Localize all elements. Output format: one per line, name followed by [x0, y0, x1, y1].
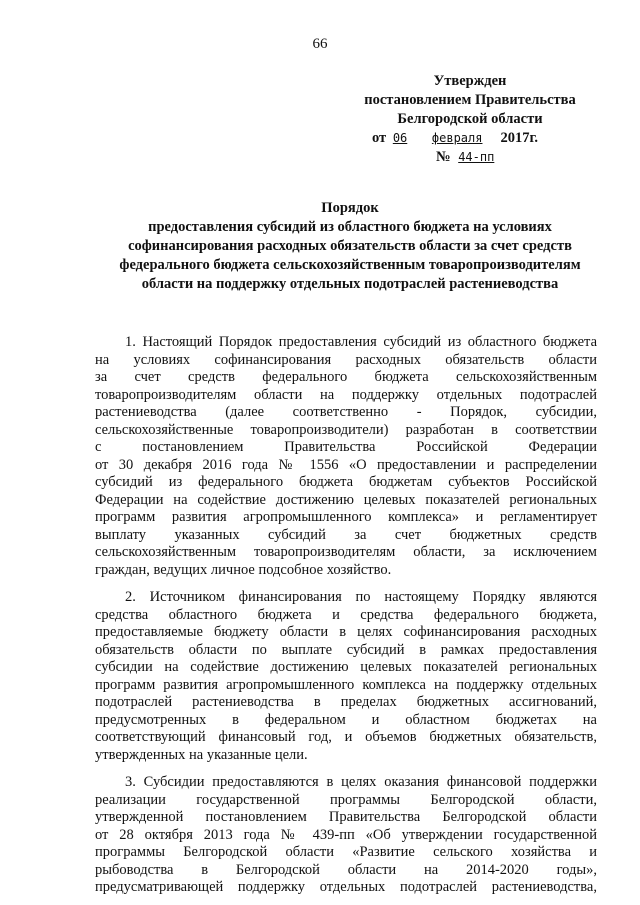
- paragraph-1-line: товаропроизводителям области на поддержку отдельных подотраслей: [95, 386, 597, 403]
- paragraph-1-line: за счет средств федерального бюджета сельскохозяйственным: [95, 369, 597, 385]
- document-title: [60, 199, 640, 294]
- number-value: 44-пп: [458, 150, 495, 164]
- paragraph-gap: [95, 764, 597, 774]
- paragraph-3-line: реализации государственной программы Белгородской области,: [95, 791, 597, 808]
- paragraph-3-line: предусматривающей поддержку отдельных подотраслей растениеводства,: [95, 879, 597, 895]
- title-line: софинансирования расходных обязательств области за счет средств: [128, 238, 572, 254]
- title-line: предоставления субсидий из областного бюджета на условиях: [148, 219, 552, 235]
- paragraph-1-line: 1. Настоящий Порядок предоставления субсидий из областного бюджета: [125, 334, 597, 350]
- paragraph-2-line: 2. Источником финансирования по настоящему Порядку являются: [125, 589, 597, 605]
- approval-line-3: Белгородской области: [397, 111, 543, 127]
- paragraph-gap: [95, 579, 597, 589]
- paragraph-2-line: средства областного бюджета и средства федерального бюджета,: [95, 606, 597, 623]
- paragraph-2-line: обязательств области по выплате субсидий в рамках предоставления: [95, 641, 597, 658]
- date-day: 06: [392, 131, 408, 145]
- approval-date: [350, 129, 590, 148]
- paragraph-3-line: 3. Субсидии предоставляются в целях оказания финансовой поддержки: [125, 774, 597, 790]
- paragraph-1-line: граждан, ведущих личное подсобное хозяйство.: [95, 561, 392, 578]
- paragraph-1-line: на условиях софинансирования расходных обязательств области: [95, 351, 597, 368]
- paragraph-1-line: с постановлением Правительства Российской Федерации: [95, 439, 597, 455]
- paragraph-2-line: предусмотренных в федеральном и областном бюджетах на: [95, 711, 597, 728]
- paragraph-3-line: от 28 октября 2013 года № 439-пп «Об утверждении государственной: [95, 826, 597, 843]
- paragraph-1-line: Федерации на содействие достижению целевых показателей региональных: [95, 491, 597, 508]
- paragraph-2-line: подотраслей растениеводства в пределах бюджетных ассигнований,: [95, 694, 597, 710]
- title-line: области на поддержку отдельных подотраслей растениеводства: [141, 276, 559, 292]
- paragraph-1-line: растениеводства (далее соответственно - Порядок, субсидии,: [95, 404, 597, 420]
- paragraph-1-line: выплату указанных субсидий за счет бюджетных средств: [95, 526, 597, 543]
- paragraph-1-line: от 30 декабря 2016 года № 1556 «О предоставлении и распределении: [95, 456, 597, 473]
- paragraph-3-line: рыбоводства в Белгородской области на 2014-2020 годы»,: [95, 861, 597, 878]
- approval-line-1: Утвержден: [433, 73, 507, 89]
- paragraph-3-line: утвержденной постановлением Правительства Белгородской области: [95, 809, 597, 825]
- number-prefix: №: [436, 149, 451, 165]
- paragraph-2-line: утвержденных на указанные цели.: [95, 746, 308, 763]
- paragraph-1-line: программ развития агропромышленного комплекса» и регламентирует: [95, 509, 597, 525]
- date-year: 2017г.: [500, 130, 539, 146]
- date-month: февраля: [431, 131, 483, 145]
- paragraph-1-line: сельскохозяйственным товаропроизводителям области, за исключением: [95, 544, 597, 560]
- page-number: 66: [312, 36, 328, 52]
- paragraph-2-line: предоставляемые бюджету области в целях софинансирования расходных: [95, 624, 597, 640]
- title-line: федерального бюджета сельскохозяйственным товаропроизводителям: [119, 257, 581, 273]
- paragraph-2-line: программ развития агропромышленного комплекса на поддержку отдельных: [95, 676, 597, 693]
- paragraph-1-line: сельскохозяйственные товаропроизводители) разработан в соответствии: [95, 421, 597, 438]
- paragraph-2-line: субсидии на содействие достижению целевых показателей региональных: [95, 659, 597, 675]
- approval-line-2: постановлением Правительства: [364, 92, 576, 108]
- document-body: [95, 334, 597, 897]
- paragraph-1-line: субсидий из федерального бюджета бюджетам субъектов Российской: [95, 474, 597, 490]
- approval-number: [350, 148, 590, 167]
- title-heading: Порядок: [321, 200, 379, 216]
- paragraph-3-line: программы Белгородской области «Развитие сельского хозяйства и: [95, 844, 597, 860]
- date-prefix: от: [372, 130, 387, 146]
- approval-block: [350, 72, 590, 167]
- paragraph-2-line: соответствующий финансовый год, и объемов бюджетных обязательств,: [95, 729, 597, 745]
